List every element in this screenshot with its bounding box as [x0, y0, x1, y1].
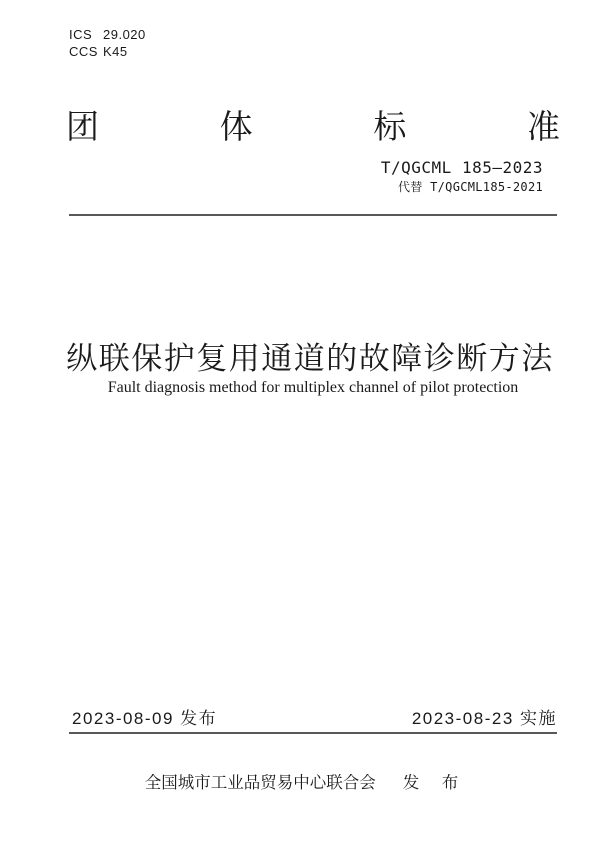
issue-date: 2023-08-09 发布: [72, 709, 218, 728]
ics-value: 29.020: [103, 27, 146, 42]
doc-type-char-1: 团: [66, 108, 99, 145]
publish-action-label: 发 布: [402, 774, 468, 792]
classification-codes: [69, 26, 146, 60]
publisher-row: [12, 775, 600, 792]
ccs-code-row: [69, 43, 146, 60]
doc-type-char-2: 体: [219, 108, 253, 145]
page-title-english: Fault diagnosis method for multiplex channel of pilot protection: [107, 379, 519, 396]
page-title: 纵联保护复用通道的故障诊断方法: [66, 340, 554, 376]
implementation-date: 2023-08-23 实施: [411, 709, 557, 728]
ics-code-row: [69, 26, 146, 43]
footer-divider-line: [69, 732, 557, 734]
ccs-value: K45: [103, 44, 128, 59]
ics-label: ICS: [69, 27, 93, 42]
ccs-label: CCS: [69, 44, 98, 59]
doc-type-char-4: 准: [526, 108, 560, 145]
doc-type-char-3: 标: [373, 108, 407, 145]
header-divider-line: [69, 214, 557, 216]
replaced-standard: 代替 T/QGCML185-2021: [398, 180, 543, 194]
standard-number-block: [381, 160, 543, 193]
document-type-heading: [66, 110, 560, 143]
publisher-name: 全国城市工业品贸易中心联合会: [144, 774, 376, 792]
standard-number: T/QGCML 185—2023: [380, 158, 543, 177]
dates-row: [72, 710, 557, 727]
